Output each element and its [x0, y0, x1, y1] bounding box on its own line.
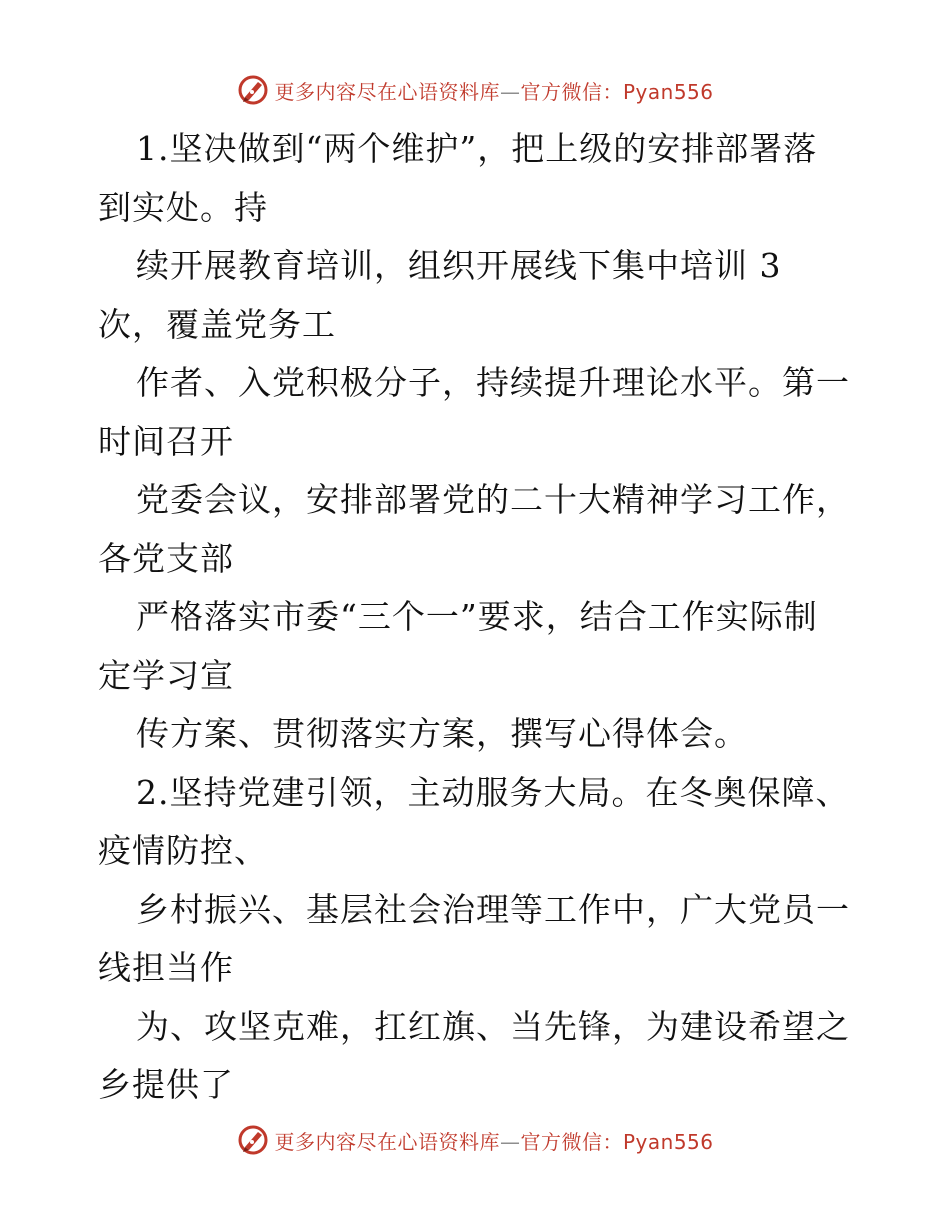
footer-banner [0, 1120, 950, 1160]
body-line: 为、攻坚克难，扛红旗、当先锋，为建设希望之 [136, 1006, 850, 1046]
body-line: 作者、入党积极分子，持续提升理论水平。第一 [136, 363, 850, 402]
body-line: 续开展教育培训，组织开展线下集中培训 3 [136, 246, 782, 285]
body-line: 次，覆盖党务工 [98, 304, 336, 344]
body-line: 线担当作 [98, 948, 234, 987]
body-line: 1.坚决做到“两个维护”，把上级的安排部署落 [136, 129, 818, 168]
footer-site-text: 更多内容尽在心语资料库 [274, 1129, 500, 1154]
footer-wechat-id: Pyan556 [622, 1129, 714, 1154]
body-line: 疫情防控、 [98, 831, 268, 870]
footer-separator: — [499, 1129, 521, 1154]
body-line: 党委会议，安排部署党的二十大精神学习工作， [136, 480, 850, 519]
body-line: 时间召开 [98, 421, 234, 461]
header-separator: — [499, 79, 521, 104]
body-line: 乡村振兴、基层社会治理等工作中，广大党员一 [136, 889, 850, 929]
header-site-text: 更多内容尽在心语资料库 [274, 79, 500, 104]
document-body [98, 120, 858, 1115]
body-line: 各党支部 [98, 538, 234, 578]
body-line: 2.坚持党建引领，主动服务大局。在冬奥保障、 [136, 772, 850, 812]
body-line: 到实处。持 [98, 187, 268, 227]
header-wechat-id: Pyan556 [622, 79, 714, 104]
body-line: 乡提供了 [98, 1065, 234, 1104]
header-banner [0, 70, 950, 110]
body-line: 定学习宣 [98, 655, 234, 695]
brand-logo-icon [236, 1123, 270, 1157]
footer-wechat-label: 官方微信： [520, 1129, 623, 1154]
brand-logo-icon [236, 73, 270, 107]
body-line: 传方案、贯彻落实方案，撰写心得体会。 [136, 714, 748, 753]
body-line: 严格落实市委“三个一”要求，结合工作实际制 [136, 597, 818, 636]
header-wechat-label: 官方微信： [520, 79, 623, 104]
